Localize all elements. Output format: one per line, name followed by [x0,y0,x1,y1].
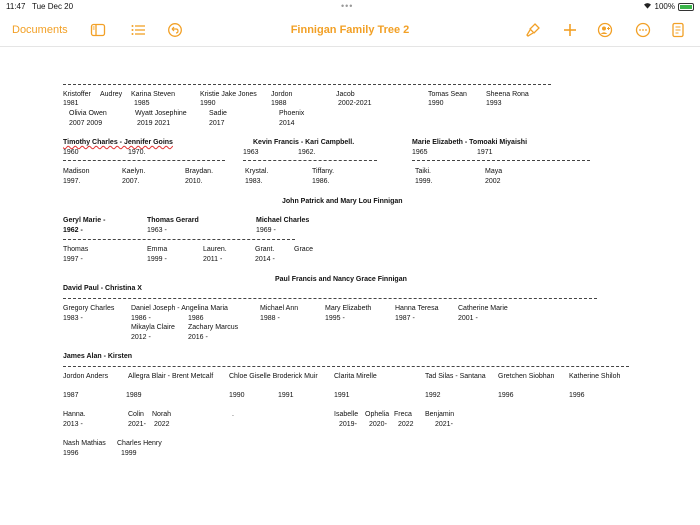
status-date: Tue Dec 20 [32,2,74,11]
person-years: 1996 [569,392,585,399]
status-bar [0,0,700,14]
person-years: 1993 [486,100,502,107]
person-name: Kristie Jake Jones [200,91,257,98]
person-name: Thomas Gerard [147,217,199,224]
person-years: 2001 - [458,315,478,322]
collaborate-icon[interactable] [597,14,613,46]
person-name: Gregory Charles [63,305,115,312]
person-name: Kristoffer [63,91,91,98]
grandchild-years: 2021- [435,421,453,428]
child-years: 2011 - [203,256,223,263]
person-years: 1991 [278,392,294,399]
couple-heading [63,139,173,147]
document-title: Finnigan Family Tree 2 [290,24,410,36]
person-name: Audrey [100,91,123,98]
person-name: Tad Silas - Santana [425,373,486,380]
person-name: Mary Elizabeth [325,305,372,312]
person-years: 1985 [134,100,150,107]
child-years: 1999 - [147,256,167,263]
child-name: Tiffany. [312,168,335,175]
child-years: 2002 [485,178,501,185]
dashed-divider [412,160,590,161]
more-options-icon[interactable] [635,14,651,46]
person-years: 1986 - [131,315,151,322]
person-years: 1971 [477,149,493,156]
couple-name: Timothy Charles - Jennifer Goins [63,139,173,146]
grandchild-name: Ophelia [365,411,390,418]
child-years: 1999. [415,178,433,185]
child-years: 2007 2009 [69,120,103,127]
child-years: 1986. [312,178,330,185]
dashed-divider [243,160,377,161]
person-years: 1963 - [147,227,167,234]
person-years: 1981 [63,100,79,107]
person-name: Jordon Anders [63,373,109,380]
grandchild-years: 2022 [154,421,170,428]
person-years: 2002-2021 [338,100,372,107]
child-name: Grant. [255,246,275,253]
person-name: Catherine Marie [458,305,508,312]
child-name: Emma [147,246,168,253]
insert-add-icon[interactable] [562,14,578,46]
sidebar-toggle-icon[interactable] [90,14,106,46]
child-years: 1997. [63,178,81,185]
person-years: 1988 [271,100,287,107]
couple-heading: Kevin Francis - Kari Campbell. [253,139,355,146]
dashed-divider [63,298,597,299]
person-name: Tomas Sean [428,91,467,98]
grandchild-years: 2022 [398,421,414,428]
grandchild-name: Benjamin [425,411,455,418]
child-name: Madison [63,168,90,175]
person-years: 1987 [63,392,79,399]
child-years: 2014 [279,120,295,127]
grandchild-name: Freca [394,411,412,418]
person-years: 1962 - [63,227,83,234]
person-name: Michael Ann [260,305,299,312]
document-setup-icon[interactable] [670,14,686,46]
child-years: 2017 [209,120,225,127]
person-years: 1992 [425,392,441,399]
dashed-divider [63,239,295,240]
person-years: 1969 - [256,227,276,234]
undo-icon[interactable] [167,14,183,46]
child-names: Wyatt Josephine [135,110,187,117]
list-view-icon[interactable] [130,14,146,46]
person-years: 1962. [298,149,316,156]
child-name: Braydan. [185,168,214,175]
child-names: Phoenix [279,110,305,117]
grandchild-name: Mikayla Claire [131,324,175,331]
child-years: 2014 - [255,256,275,263]
status-right [643,2,694,11]
couple-heading: James Alan - Kirsten [63,353,132,360]
family-heading: Paul Francis and Nancy Grace Finnigan [275,276,407,283]
dashed-divider [63,366,629,367]
person-name: Karina Steven [131,91,175,98]
couple-heading: Marie Elizabeth - Tomoaki Miyaishi [412,139,528,146]
grandchild-name: Charles Henry [117,440,162,447]
grandchild-years: 2020- [369,421,387,428]
person-years: 1990 [200,100,216,107]
person-name: Geryl Marie - [63,217,106,224]
grandchild-name: Hanna. [63,411,86,418]
family-heading: John Patrick and Mary Lou Finnigan [282,198,403,205]
status-time: 11:47 [6,2,26,11]
person-name: Chloe Giselle Broderick Muir [229,373,318,380]
person-name: Jordon [271,91,293,98]
dashed-divider [63,160,225,161]
grandchild-name: Isabelle [334,411,359,418]
person-name: Michael Charles [256,217,310,224]
person-name: Hanna Teresa [395,305,439,312]
wifi-icon [643,2,652,11]
documents-button[interactable]: Documents [12,24,68,36]
person-years: 1960 [63,149,79,156]
person-name: Gretchen Siobhan [498,373,555,380]
child-name: Kaelyn. [122,168,146,175]
couple-heading: David Paul - Christina X [63,285,142,292]
grandchild-years: 1996 [63,450,79,457]
person-years: 1988 - [260,315,280,322]
grandchild-name: Nash Mathias [63,440,106,447]
grandchild-name: Norah [152,411,172,418]
grandchild-years: 2016 - [188,334,208,341]
child-name: Grace [294,246,314,253]
person-name: Clarita Mirelle [334,373,377,380]
child-years: 1997 - [63,256,83,263]
person-years: 1990 [229,392,245,399]
document-canvas[interactable] [0,47,700,525]
person-years: 1996 [498,392,514,399]
grandchild-years: 2021- [128,421,146,428]
child-years: 2019 2021 [137,120,171,127]
child-name: Krystal. [245,168,269,175]
child-names: Sadie [209,110,227,117]
format-brush-icon[interactable] [525,14,541,46]
grandchild-years: 2019- [339,421,357,428]
child-years: 1983. [245,178,263,185]
person-years: 1987 - [395,315,415,322]
person-years: 1983 - [63,315,83,322]
child-name: Taiki. [415,168,431,175]
grandchild-years: 2013 - [63,421,83,428]
person-years: 1965 [412,149,428,156]
person-years: 1989 [126,392,142,399]
child-name: Thomas [63,246,89,253]
battery-icon [678,3,694,11]
person-years: 1991 [334,392,350,399]
person-name: Jacob [336,91,355,98]
person-years: 1986 [188,315,204,322]
person-years: 1995 - [325,315,345,322]
person-name: Allegra Blair - Brent Metcalf [128,373,214,380]
child-names: Olivia Owen [69,110,107,117]
battery-percent: 100% [654,2,675,11]
grandchild-years: 2012 - [131,334,151,341]
person-name: Katherine Shiloh [569,373,621,380]
multitasking-dots-icon[interactable]: ••• [341,1,354,11]
person-years: 1970. [128,149,146,156]
person-name: Daniel Joseph - Angelina Maria [131,305,228,312]
grandchild-name: Zachary Marcus [188,324,239,331]
child-name: Lauren. [203,246,227,253]
person-name: Sheena Rona [486,91,529,98]
child-years: 2010. [185,178,203,185]
toolbar [0,14,700,47]
grandchild-years: 1999 [121,450,137,457]
stray-mark: . [232,411,234,418]
grandchild-name: Colin [128,411,144,418]
dashed-divider [63,84,551,85]
child-years: 2007. [122,178,140,185]
child-name: Maya [485,168,503,175]
person-years: 1990 [428,100,444,107]
person-years: 1963 [243,149,259,156]
